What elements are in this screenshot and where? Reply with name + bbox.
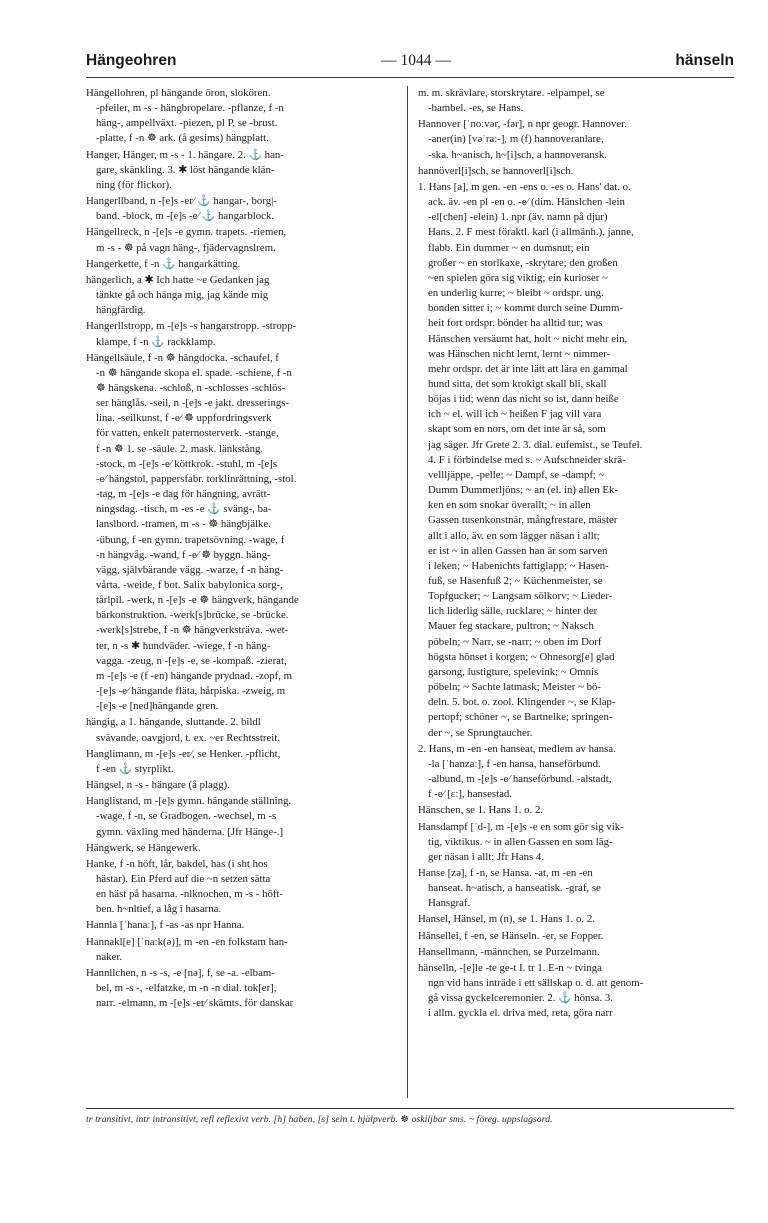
entry-line: ningsdag. -tisch, m -es -e ⚓ sväng-, ba- (96, 503, 272, 516)
entry-line: Hanglistand, m -[e]s gymn. hängande ställning. (86, 795, 292, 808)
entry-line: er ist ~ in allen Gassen han är som sarven (428, 544, 608, 557)
entry-line: gymn. växling med händerna. [Jfr Hänge-.] (96, 825, 284, 838)
entry-line: Topfgucker; ~ Langsam sölkorv; ~ Lieder- (428, 590, 613, 603)
entry-line: i leken; ~ Habenichts fattiglapp; ~ Hasen- (428, 559, 609, 572)
entry-line: tig, viktikus. ~ in allen Gassen en som läg- (428, 835, 613, 848)
dictionary-entry (418, 742, 730, 803)
entry-line: -stock, m -[e]s -e⁄ köttkrok. -stuhl, m -[e]s (96, 457, 278, 470)
entry-line: -ska. h~anisch, h~[i]sch, a hannoveransk. (428, 148, 607, 161)
entry-line: klampe, f -n ⚓ rackklamp. (96, 335, 216, 348)
entry-line: -pfeiler, m -s - hängbropelare. -pflanze, f -n (96, 102, 284, 115)
entry-line: hund sitta, det som krokigt skall bli, skall (428, 377, 607, 390)
dictionary-entry (418, 912, 730, 927)
entry-line: m. m. skrävlare, storskrytare. -elpampel, se (418, 87, 605, 99)
entry-line: garsong, lustigture, spelevink; ~ Omnis (428, 665, 599, 678)
page-number: — 1044 — (381, 52, 451, 69)
dictionary-entry (86, 966, 398, 1011)
dictionary-entry (86, 747, 398, 777)
entry-line: Hängsel, n -s - hängare (å plagg). (86, 779, 230, 792)
entry-line: svävande, oavgjord, t. ex. ~er Rechtsstreit. (96, 731, 280, 744)
entry-line: böjas i tid; wenn das nicht so ist, dann heiße (428, 393, 619, 406)
dictionary-entry (86, 857, 398, 918)
entry-line: hängfärdig. (96, 304, 146, 317)
header-rule (86, 77, 734, 78)
header-last-headword: hänseln (675, 52, 734, 69)
entry-line: 2. Hans, m -en -en hanseat, medlem av hansa. (418, 742, 616, 755)
dictionary-entry (86, 794, 398, 839)
dictionary-entry (418, 961, 730, 1022)
entry-line: m -s - ☸ på vagn häng-, fjädervagnslrem. (96, 241, 276, 254)
entry-line: skapt som en nors, om det inte är så, som (428, 423, 606, 436)
entry-line: -tag, m -[e]s -e dag för hängning, avrätt- (96, 488, 271, 501)
entry-line: pöbeln; ~ Sachte latmask; Meister ~ bö- (428, 681, 601, 694)
entry-line: flabb. Ein dummer ~ en dumsnut; ein (428, 241, 590, 254)
dictionary-entry (418, 164, 730, 179)
entry-line: vägg, självbärande vägg. -warze, f -n häng- (96, 563, 284, 576)
entry-line: f -e⁄ [ɛː], hansestad. (428, 788, 512, 801)
entry-line: bel, m -s -, -elfatzke, m -n -n dial. tok[er], (96, 982, 277, 995)
entry-line: -wage, f -n, se Gradbogen. -wechsel, m -s (96, 810, 277, 823)
dictionary-entry (418, 86, 730, 116)
entry-line: -albund, m -[e]s -e⁄ hanseförbund. -alstadt, (428, 773, 612, 786)
entry-line: ngn vid hans inträde i ett sällskap o. d. att genom- (428, 977, 644, 990)
dictionary-entry (86, 935, 398, 965)
entry-line: Hänsellei, f -en, se Hänseln. -er, se Fopper. (418, 929, 604, 942)
entry-line: Hannakl[e] [ˈnaːk(ə)], m -en -en folkstam han- (86, 935, 288, 948)
entry-line: Hannllchen, n -s -s, -e [nə], f, se -a. -elbam- (86, 966, 275, 979)
column-divider (407, 86, 408, 1098)
entry-line: en häst på hasarna. -nlknochen, m -s - höft- (96, 888, 284, 901)
entry-line: Hänschen, se 1. Hans 1. o. 2. (418, 804, 544, 817)
entry-line: naker. (96, 950, 123, 963)
entry-line: -aner(in) [vəˈraː-], m (f) hannoveranlare, (428, 133, 604, 146)
entry-line: Hängwerk, se Hängewerk. (86, 841, 201, 854)
entry-line: hanseat. h~atisch, a hanseatisk. -graf, se (428, 882, 601, 895)
entry-line: gare, skänkling. 3. ✱ löst hängande klän- (96, 163, 275, 176)
entry-line: 4. F i förbindelse med s. ~ Aufschneider skrä- (428, 453, 626, 466)
entry-line: Hansellmann, -männchen, se Purzelmann. (418, 945, 600, 958)
dictionary-entry (86, 351, 398, 715)
entry-line: Hänschen versäumt hat, holt ~ nicht mehr ein, (428, 332, 628, 345)
dictionary-entry (86, 194, 398, 224)
dictionary-entry (86, 273, 398, 318)
entry-line: jag säger. Jfr Grete 2. 3. dial. eufemist., se Teufel. (428, 438, 643, 451)
entry-line: ger näsan i allt; Jfr Hans 4. (428, 850, 545, 863)
entry-line: pöbeln; ~ Narr, se -narr; ~ oben im Dorf (428, 635, 602, 648)
entry-line: -platte, f -n ☸ ark. (å gesims) hängplatt. (96, 132, 269, 145)
entry-line: ☸ hängskena. -schloß, n -schlosses -schlös- (96, 381, 286, 394)
entry-line: -e⁄ hängstol, pappersfabr. torklinrättning, -stol. (96, 472, 297, 485)
dictionary-entry (86, 918, 398, 933)
entry-line: Hansel, Hänsel, m (n), se 1. Hans 1. o. 2. (418, 913, 595, 926)
entry-line: -übung, f -en gymn. trapetsövning. -wage, f (96, 533, 285, 546)
dictionary-entry (418, 945, 730, 960)
entry-line: ~en spielen göra sig viktig; ein kurioser ~ (428, 271, 608, 284)
entry-line: Hangerllband, n -[e]s -er⁄ ⚓ hangar-, borg|- (86, 195, 277, 208)
entry-line: hänselln, -[e]le -te ge-t I. tr 1. E-n ~ tvinga (418, 961, 602, 974)
entry-line: Hanke, f -n höft, lår, bakdel, has (i sht hos (86, 857, 268, 870)
entry-line: ning (för flickor). (96, 178, 172, 191)
dictionary-entry (418, 820, 730, 865)
entry-line: -[e]s -e [ned]hängande gren. (96, 700, 219, 713)
entry-line: was Hänschen nicht lernt, lernt ~ nimmer- (428, 347, 611, 360)
entry-line: för vatten, enkelt paternosterverk. -stange, (96, 427, 279, 440)
abbreviation-legend: tr transitivt, intr intransitivt, refl reflexivt verb. [h] haben, [s] sein t. hjälpverb. ☸ oskiljbar sms. ~ föreg. uppslagsord. (86, 1114, 553, 1125)
entry-line: Dumm Dummerljöns; ~ an (el. in) allen Ek- (428, 484, 618, 497)
entry-line: fuß, se Hasenfuß 2; ~ Küchenmeister, se (428, 575, 603, 587)
entry-line: Mauer feg stackare, pultron; ~ Naksch (428, 620, 594, 633)
entry-line: Hangerkette, f -n ⚓ hangarkätting. (86, 257, 241, 270)
dictionary-entry (418, 866, 730, 911)
entry-line: Hansgraf. (428, 897, 471, 910)
entry-line: lich liderlig sälle, rucklare; ~ hinter der (428, 605, 598, 618)
entry-line: ken en som snokar överallt; ~ in allen (428, 499, 591, 512)
entry-line: vagga. -zeug, n -[e]s -e, se -kompaß. -zierat, (96, 654, 287, 667)
entry-line: -n ☸ hängande skopa el. spade. -schiene, f -n (96, 366, 292, 379)
entry-line: lanslbord. -tramen, m -s - ☸ hängbjälke. (96, 518, 271, 531)
footer-rule (86, 1108, 734, 1109)
entry-line: ser hänglås. -seil, n -[e]s -e jakt. dresserings- (96, 397, 290, 410)
entry-line: vellljäppe, -pelle; ~ Dampf, se -dampf; ~ (428, 468, 605, 481)
dictionary-entry (86, 257, 398, 272)
entry-line: f -en ⚓ styrplikt. (96, 762, 174, 775)
entry-line: tänkte gå och hänga mig, jag kände mig (96, 289, 269, 302)
entry-line: hängerlich, a ✱ Ich hatte ~e Gedanken jag (86, 273, 270, 286)
entry-line: -werk[s]strebe, f -n ☸ hängverksträva. -wet- (96, 624, 289, 637)
entry-line: tårlpil. -werk, n -[e]s -e ☸ hängverk, hängande (96, 594, 299, 607)
entry-line: Hannla [ˈhanaː], f -as -as npr Hanna. (86, 919, 245, 932)
dictionary-entry (418, 117, 730, 162)
entry-line: gå vissa gyckelceremonier. 2. ⚓ hönsa. 3. (428, 992, 613, 1005)
entry-line: m -[e]s -e (f -en) hängande prydnad. -zopf, m (96, 669, 293, 682)
entry-line: -la [ˈhanzaː], f -en hansa, hanseförbund. (428, 757, 601, 770)
entry-line: i allm. gyckla el. driva med, reta, göra narr (428, 1007, 613, 1020)
entry-line: mehr ordspr. det är inte lätt att lära en gammal (428, 362, 628, 375)
entry-line: häng-, ampellväxt. -piezen, pl P, se -brust. (96, 117, 278, 130)
entry-line: Hanglimann, m -[e]s -er⁄, se Henker. -pflicht, (86, 747, 281, 760)
running-header (86, 52, 734, 78)
entry-line: 1. Hans [a], m gen. -en -ens o. -es o. Hans' dat. o. (418, 180, 631, 193)
entry-line: -[e]s -e⁄ hängande fläta, hårpiska. -zweig, m (96, 685, 286, 698)
entry-line: Hangerllstropp, m -[e]s -s hangarstropp. -stropp- (86, 320, 297, 333)
entry-line: pertopf; schöner ~, se Bartnelke; springen- (428, 711, 613, 724)
entry-line: Gassen tusenkonstnär, mångfrestare, mäster (428, 514, 618, 527)
entry-line: bärkonstruktion. -werk[s]brücke, se -brücke. (96, 609, 289, 622)
dictionary-entry (418, 929, 730, 944)
entry-line: Hanger, Hänger, m -s - 1. hängare. 2. ⚓ han- (86, 148, 284, 161)
entry-line: ich ~ el. will ich ~ heißen F jag vill vara (428, 408, 602, 421)
right-column (418, 86, 730, 1102)
entry-line: ack. äv. -en pl -en o. -e⁄ (dim. Hänslchen -lein (428, 196, 625, 209)
dictionary-entry (86, 715, 398, 745)
entry-line: vårta. -weide, f bot. Salix babylonica sorg-, (96, 579, 283, 591)
entry-line: großer ~ en storlkaxe, -skrytare; den großen (428, 256, 618, 269)
entry-line: band. -block, m -[e]s -e⁄ ⚓ hangarblock. (96, 210, 275, 223)
entry-line: deln. 5. bot. o. zool. Klingender ~, se Klap- (428, 696, 616, 709)
entry-line: der ~, se Sprungtaucher. (428, 726, 533, 739)
entry-line: bonden sitter i; ~ kommt durch seine Dumm- (428, 302, 624, 315)
entry-line: hästar). Ein Pferd auf die ~n setzen sätta (96, 872, 271, 885)
entry-line: lina. -seilkunst, f -e⁄ ☸ uppfordringsverk (96, 412, 272, 425)
dictionary-entry (86, 319, 398, 349)
entry-line: hängig, a 1. hängande, sluttande. 2. bildl (86, 716, 261, 729)
entry-line: Hängellsäule, f -n ☸ hängdocka. -schaufel, f (86, 351, 279, 364)
entry-line: Hannover [ˈnoːvər, -fər], n npr geogr. Hannover. (418, 118, 627, 131)
dictionary-entry (418, 803, 730, 818)
dictionary-entry (86, 86, 398, 147)
dictionary-entry (86, 148, 398, 193)
dictionary-entry (86, 225, 398, 255)
entry-line: allt i allo, äv. en som lägger näsan i allt; (428, 529, 600, 542)
entry-line: Hanse [zə], f -n, se Hansa. -at, m -en -en (418, 866, 593, 879)
dictionary-entry (86, 841, 398, 856)
entry-line: Hängellohren, pl hängande öron, slokören. (86, 87, 271, 99)
entry-line: ben. h~nltief, a låg i hasarna. (96, 903, 222, 916)
entry-line: heit fort ordspr. bönder ha alltid tur; was (428, 317, 603, 330)
entry-line: Hansdampf [ˈd-], m -[e]s -e en som gör sig vik- (418, 820, 624, 833)
entry-line: narr. -elmann, m -[e]s -er⁄ skämts. för danskar (96, 997, 294, 1010)
entry-line: hannöverl[i]sch, se hannoverl[i]sch. (418, 164, 574, 177)
entry-line: -n hängvåg. -wand, f -e⁄ ☸ byggn. häng- (96, 548, 271, 561)
entry-line: ter, n -s ✱ hundväder. -wiege, f -n häng- (96, 639, 271, 652)
left-column (86, 86, 398, 1102)
header-first-headword: Hängeohren (86, 52, 177, 69)
entry-line: Hängellreck, n -[e]s -e gymn. trapets. -riemen, (86, 226, 287, 239)
entry-line: -el[chen] -elein) 1. npr (äv. namn på djur) (428, 211, 608, 224)
entry-line: högsta hönset i korgen; ~ Ohnesorg[e] glad (428, 650, 615, 663)
entry-line: Hans. 2. F mest föraktl. karl (i allmänh.), janne, (428, 226, 634, 239)
entry-line: f -n ☸ 1. se -säule. 2. mask. länkstång. (96, 442, 264, 455)
dictionary-entry (418, 180, 730, 741)
entry-line: -bambel. -es, se Hans. (428, 102, 524, 115)
entry-line: en underlig kurre; ~ bleibt ~ ordspr. ung. (428, 287, 604, 300)
dictionary-entry (86, 778, 398, 793)
